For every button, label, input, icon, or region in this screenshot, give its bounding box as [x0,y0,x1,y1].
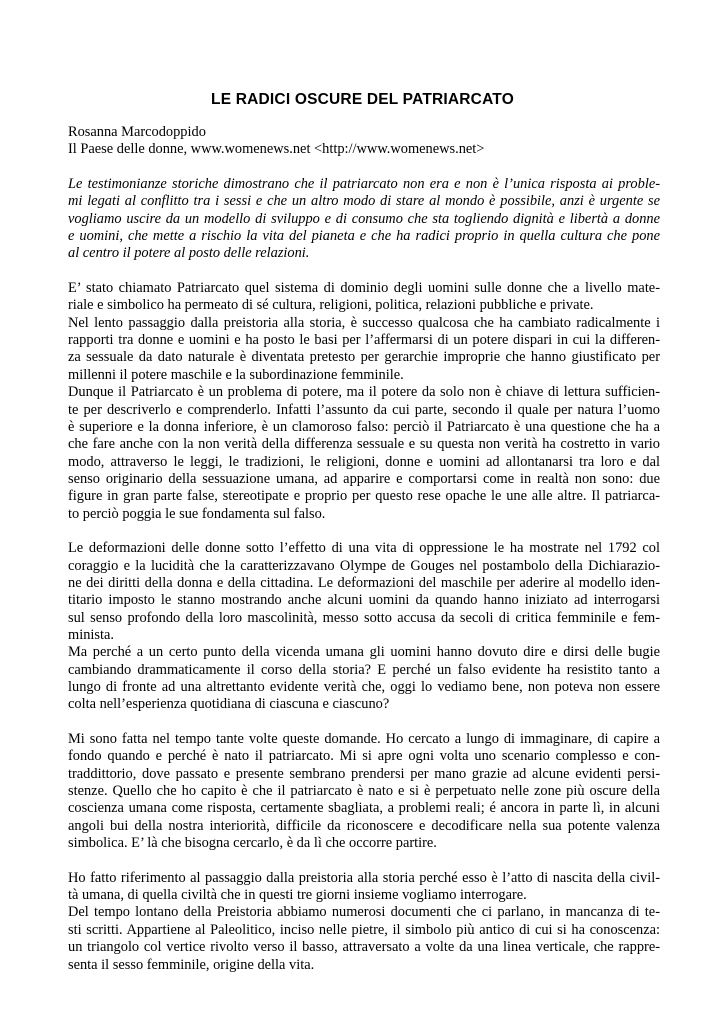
paragraph-spacer [68,263,660,280]
text-line: tà umana, di quella civiltà che in questi tre giorni insieme vogliamo interrogare. [68,887,527,904]
text-line: Ma perché a un certo punto della vicenda umana gli uomini hanno dovuto dire e dirsi delle bugie [68,644,660,661]
abstract-line: al centro il potere al posto delle relazioni. [68,245,310,262]
text-line: to perciò poggia le sue fondamenta sul falso. [68,505,326,522]
text-line: è superiore e la donna inferiore, è un clamoroso falso: perciò il Patriarcato è una questione che ha a [68,418,660,435]
abstract-line: mi legati al conflitto tra i sessi e che un altro modo di stare al mondo è possibile, anzi è urgente se [68,193,660,210]
paragraph-4 [68,870,660,974]
text-line: coraggio e la lucidità che la caratterizzavano Olympe de Gouges nel postambolo della Dichiarazio- [68,557,660,574]
text-line: minista. [68,626,114,643]
text-line: senso originario della sessuazione umana, ad apparire e comportarsi come in realtà non sono: due [68,470,660,487]
text-line: titario imposto le stanno mostrando anche alcuni uomini da quando hanno iniziato ad interrogarsi [68,592,660,609]
text-line: E’ stato chiamato Patriarcato quel sistema di dominio degli uomini sulle donne che a livello mate- [68,280,660,297]
text-line: sul senso profondo della loro mascolinità, messo sotto accusa da secoli di critica femminile e fem- [68,609,660,626]
document-title: LE RADICI OSCURE DEL PATRIARCATO [211,91,514,108]
text-line: figure in gran parte false, stereotipate e proprio per questo rese opache le une alle altre. Il patriarca- [68,488,660,505]
text-line: Ho fatto riferimento al passaggio dalla preistoria alla storia perché esso è l’atto di nascita della civil- [68,869,660,886]
text-line: lungo di fronte ad una altrettanto evidente verità che, oggi lo vediamo bene, non poteva non essere [68,679,660,695]
text-line: Mi sono fatta nel tempo tante volte queste domande. Ho cercato a lungo di immaginare, di capire a [68,731,660,748]
author-name: Rosanna Marcodoppido [68,124,206,140]
paragraph-2 [68,540,660,713]
paragraph-3 [68,731,660,852]
text-line: millenni il potere maschile e la subordinazione femminile. [68,366,404,383]
text-line: un triangolo col vertice rivolto verso il basso, attraversato a volte da una linea verticale, che rappre- [68,939,660,956]
text-line: Nel lento passaggio dalla preistoria alla storia, è successo qualcosa che ha cambiato radicalmente i [68,314,660,331]
text-line: cambiando drammaticamente il corso della storia? E perché un falso evidente ha resistito tanto a [68,661,660,678]
source-line: Il Paese delle donne, www.womenews.net <http://www.womenews.net> [68,141,485,158]
text-line: riale e simbolico ha permeato di sé cultura, religioni, politica, relazioni pubbliche e private. [68,297,594,314]
text-line: ne dei diritti della donna e della cittadina. Le deformazioni del maschile per aderire al modello iden- [68,574,660,591]
document-body [68,124,660,974]
paragraph-spacer [68,714,660,731]
paragraph-spacer [68,852,660,869]
abstract [68,176,660,263]
text-line: modo, attraverso le leggi, le tradizioni, le religioni, donne e uomini ad allontanarsi tra loro e dal [68,453,660,470]
text-line: sti scritti. Appartiene al Paleolitico, inciso nelle pietre, il simbolo più antico di cui si ha conoscenza: [68,921,660,938]
text-line: che fare anche con la non verità della differenza sessuale e su questa non verità ha costretto in vario [68,436,660,453]
text-line: traddittorio, dove passato e presente sembrano prendersi per mano grazie ad alcune evidenti persi- [68,765,660,782]
text-line: senta il sesso femminile, origine della vita. [68,956,315,973]
paragraph-spacer [68,159,660,176]
paragraph-1 [68,280,660,523]
text-line: rapporti tra donne e uomini e ha posto le basi per l’affermarsi di un potere dispari in cui la differen- [68,332,660,349]
text-line: za sessuale da dato naturale è diventata pretesto per gerarchie improprie che hanno giustificato per [68,349,660,366]
text-line: Dunque il Patriarcato è un problema di potere, ma il potere da solo non è chiave di lettura sufficien- [68,384,660,401]
text-line: colta nell’esperienza quotidiana di ciascuna e ciascuno? [68,696,390,713]
abstract-line: Le testimonianze storiche dimostrano che il patriarcato non era e non è l’unica risposta ai proble- [68,176,660,193]
text-line: coscienza umana come risposta, certamente sbagliata, a problemi reali; é ancora in parte lì, in alcuni [68,800,660,817]
text-line: stenze. Quello che ho capito è che il patriarcato è nato e si è perpetuato nelle zone più oscure della [68,783,660,800]
abstract-line: vogliamo uscire da un modello di sviluppo e di consumo che sta togliendo dignità e libertà a donne [68,210,660,227]
abstract-line: e uomini, che mette a rischio la vita del pianeta e che ha radici proprio in quella cultura che pone [68,228,660,245]
text-line: Del tempo lontano della Preistoria abbiamo numerosi documenti che ci parlano, in mancanza di te- [68,904,660,921]
text-line: simbolica. E’ là che bisogna cercarlo, è da lì che occorre partire. [68,835,437,852]
text-line: Le deformazioni delle donne sotto l’effetto di una vita di oppressione le ha mostrate nel 1792 col [68,540,660,557]
text-line: fondo quando e perché è nato il patriarcato. Mi si apre ogni volta uno scenario complesso e con- [68,748,660,765]
paragraph-spacer [68,523,660,540]
text-line: angoli bui della nostra interiorità, difficile da riconoscere e decodificare nella sua potente valenza [68,817,660,834]
text-line: te per descriverlo e comprenderlo. Infatti l’assunto da cui parte, secondo il quale per natura l’uomo [68,401,660,418]
